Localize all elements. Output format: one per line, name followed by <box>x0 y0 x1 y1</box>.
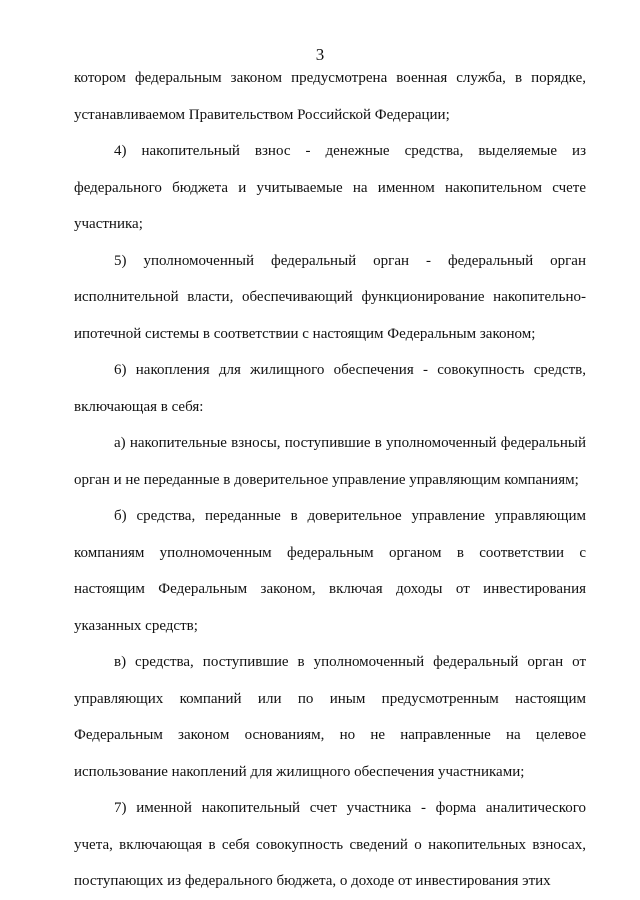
page-number: 3 <box>315 45 325 64</box>
paragraph-item-6b: б) средства, переданные в доверительное управление управляющим компаниям уполномоченным федеральным органом в соответствии с настоящим Федеральным законом, включая доходы от инвестирования указанных средств; <box>74 508 586 634</box>
paragraph-item-7: 7) именной накопительный счет участника - форма аналитического учета, включающая в себя совокупность сведений о накопительных взносах, поступающих из федерального бюджета, о доходе от инвестирования этих <box>74 800 586 889</box>
document-body <box>74 60 586 900</box>
paragraph-continuation: котором федеральным законом предусмотрена военная служба, в порядке, устанавливаемом Правительством Российской Федерации; <box>74 70 586 123</box>
paragraph-item-4: 4) накопительный взнос - денежные средства, выделяемые из федерального бюджета и учитываемые на именном накопительном счете участника; <box>74 143 586 232</box>
paragraph-item-6: 6) накопления для жилищного обеспечения - совокупность средств, включающая в себя: <box>74 362 586 415</box>
paragraph-item-6a: а) накопительные взносы, поступившие в уполномоченный федеральный орган и не переданные в доверительное управление управляющим компаниям; <box>74 435 586 488</box>
paragraph-item-5: 5) уполномоченный федеральный орган - федеральный орган исполнительной власти, обеспечивающий функционирование накопительно-ипотечной системы в соответствии с настоящим Федеральным законом; <box>74 252 586 342</box>
paragraph-item-6v: в) средства, поступившие в уполномоченный федеральный орган от управляющих компаний или по иным предусмотренным настоящим Федеральным законом основаниям, но не направленные на целевое использование накоплений для жилищного обеспечения участниками; <box>74 654 586 780</box>
